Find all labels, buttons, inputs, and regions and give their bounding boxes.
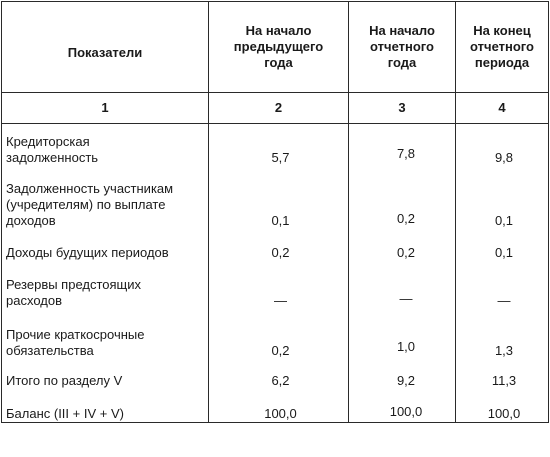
row-value: 6,2 [209,359,349,389]
table-row [2,309,549,359]
row-value: 1,3 [456,309,549,359]
row-value: 0,2 [349,229,456,261]
row-value: 100,0 [456,389,549,423]
column-number: 3 [349,93,456,124]
row-value: 11,3 [456,359,549,389]
row-value: 0,1 [456,166,549,229]
table-row [2,229,549,261]
table-header-row [2,2,549,93]
row-value: 0,1 [209,166,349,229]
column-number: 2 [209,93,349,124]
row-value: 0,2 [209,229,349,261]
table-row [2,124,549,167]
row-value: 1,0 [349,309,456,359]
row-value: 0,1 [456,229,549,261]
header-prev-year-start: На начало предыдущего года [209,2,349,93]
column-number-row [2,93,549,124]
row-value: — [456,261,549,309]
header-period-end: На конец отчетного периода [456,2,549,93]
header-indicators: Показатели [2,2,209,93]
table-row [2,261,549,309]
row-label: Задолженность участникам (учредителям) по выплате доходов [6,181,174,228]
row-value: — [349,261,456,309]
row-value: 100,0 [209,389,349,423]
row-value: 0,2 [209,309,349,359]
row-label: Прочие краткосрочные обязательства [6,327,145,358]
table-row [2,166,549,229]
row-value: — [209,261,349,309]
table-row [2,389,549,423]
row-label: Баланс (III + IV + V) [6,406,124,421]
table-row [2,359,549,389]
row-value: 0,2 [349,166,456,229]
row-label: Итого по разделу V [6,373,123,388]
row-value: 7,8 [349,124,456,167]
row-label: Резервы предстоящих расходов [6,277,142,308]
row-label: Кредиторская задолженность [6,134,99,165]
row-value: 100,0 [349,389,456,423]
row-value: 5,7 [209,124,349,167]
row-label: Доходы будущих периодов [6,245,169,260]
row-value: 9,2 [349,359,456,389]
header-report-year-start: На начало отчетного года [349,2,456,93]
liabilities-table [1,1,549,423]
column-number: 1 [2,93,209,124]
column-number: 4 [456,93,549,124]
row-value: 9,8 [456,124,549,167]
